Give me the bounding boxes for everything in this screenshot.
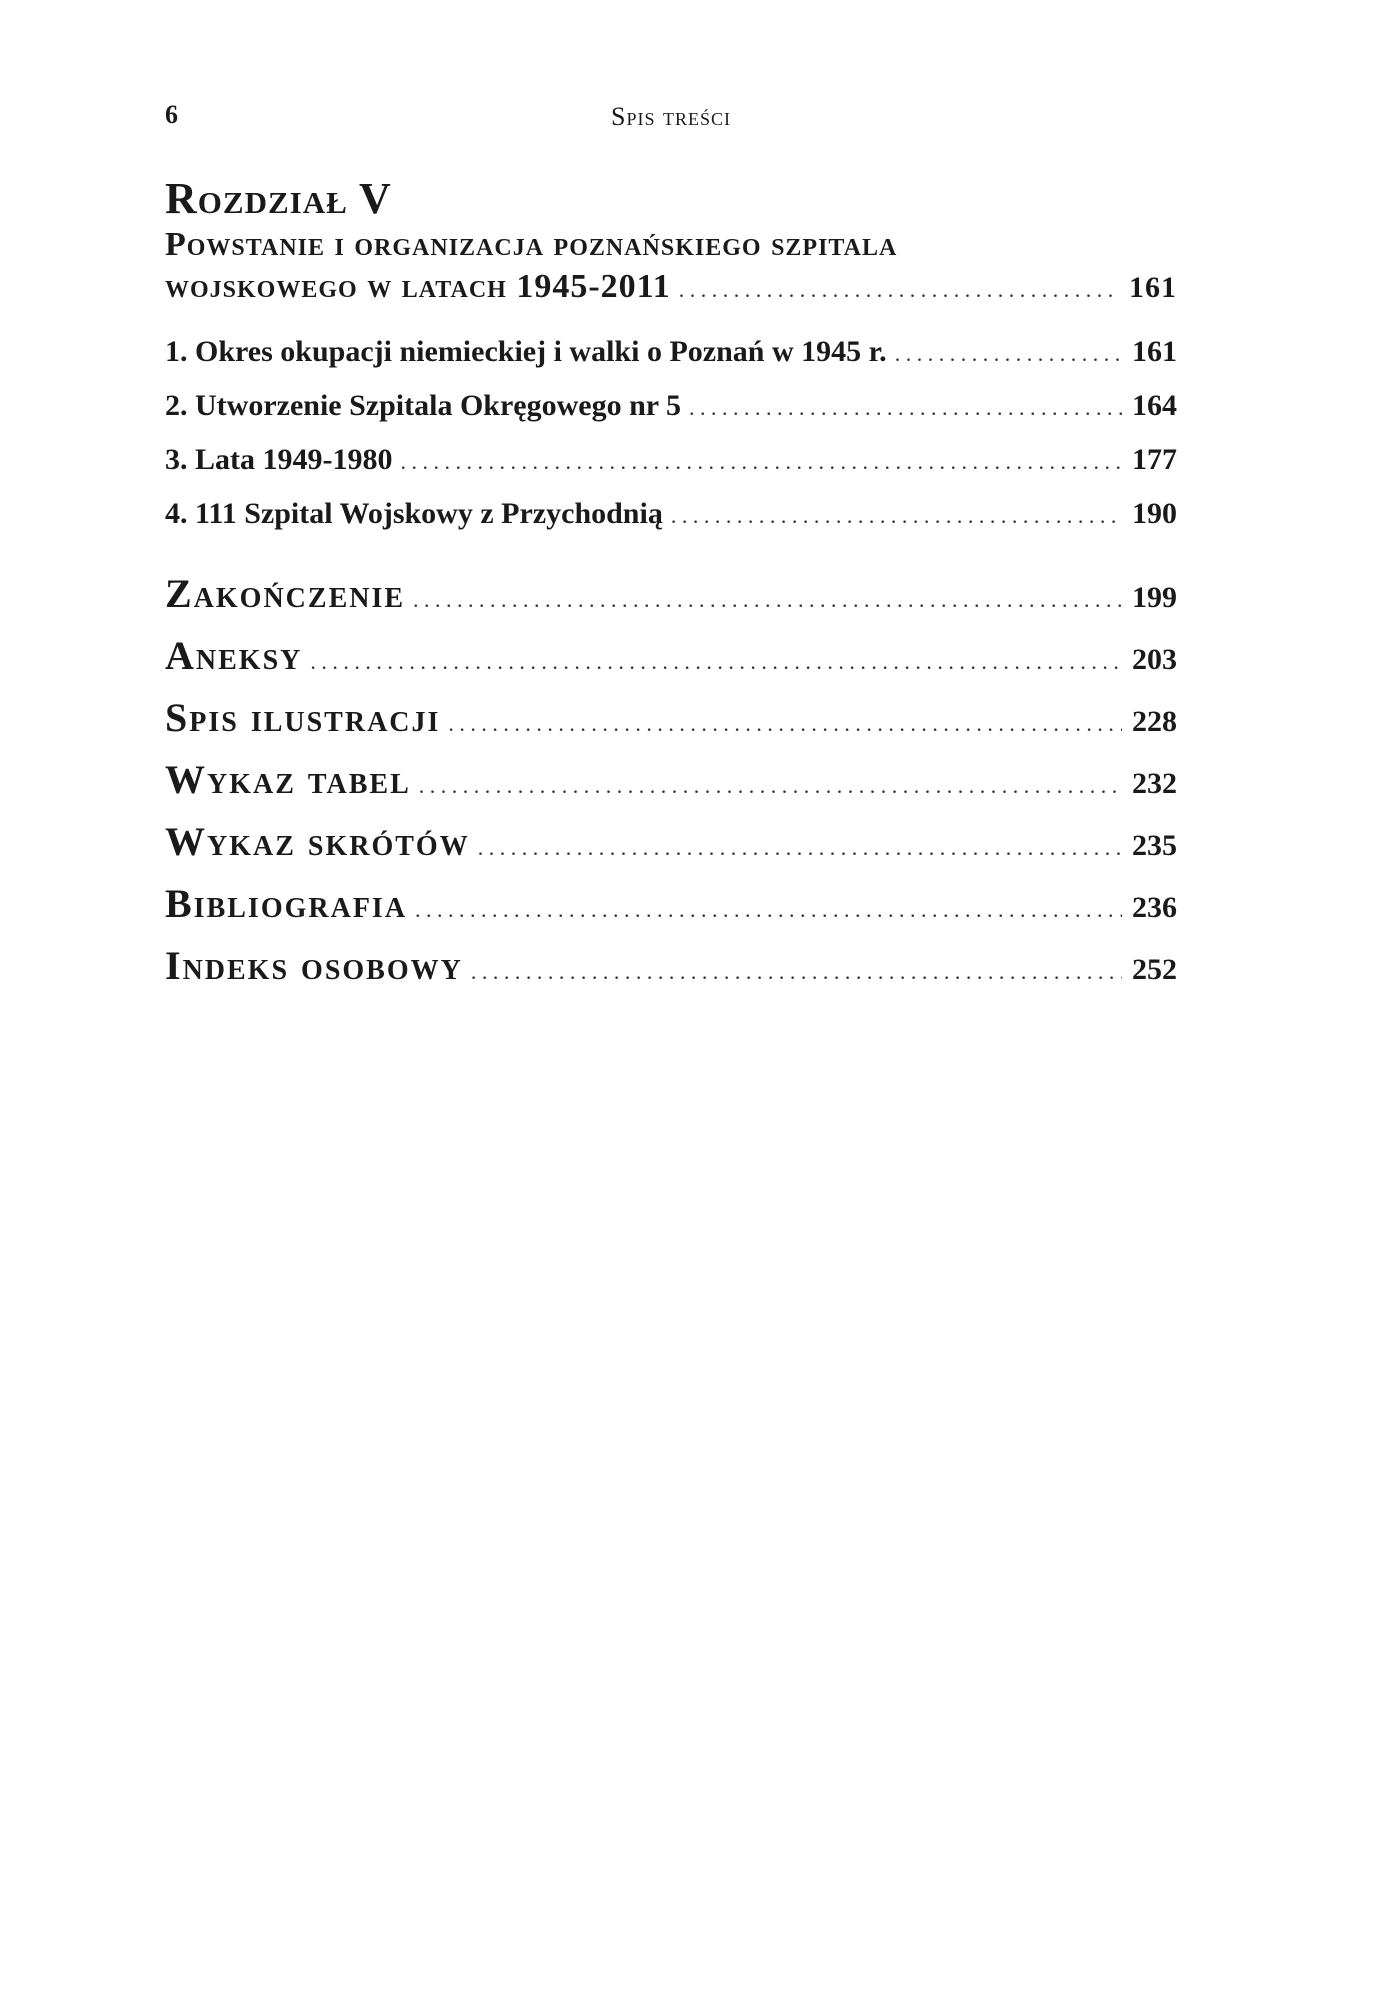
dot-leader (310, 634, 1122, 690)
toc-entry-spis-ilustracji[interactable] (165, 690, 1177, 752)
toc-section-1[interactable] (165, 326, 1177, 380)
page-ref: 235 (1132, 829, 1177, 862)
main-entries (165, 566, 1177, 1000)
dot-leader (448, 696, 1122, 752)
toc-entry-wykaz-skrotow[interactable] (165, 814, 1177, 876)
page-ref: 190 (1132, 497, 1177, 530)
dot-leader (689, 382, 1122, 434)
entry-label: Zakończenie (165, 571, 406, 616)
entry-label: Wykaz tabel (165, 757, 411, 802)
page-ref: 161 (1132, 335, 1177, 368)
chapter-title-entry[interactable] (165, 265, 1177, 312)
toc-entry-wykaz-tabel[interactable] (165, 752, 1177, 814)
page-ref: 203 (1132, 643, 1177, 676)
page-ref: 164 (1132, 389, 1177, 422)
page-ref: 199 (1132, 581, 1177, 614)
section-label: 2. Utworzenie Szpitala Okręgowego nr 5 (165, 389, 682, 422)
toc-section-4[interactable] (165, 488, 1177, 542)
toc-entry-bibliografia[interactable] (165, 876, 1177, 938)
toc-entry-aneksy[interactable] (165, 628, 1177, 690)
entry-label: Bibliografia (165, 881, 408, 926)
running-head (165, 100, 1177, 140)
running-title: Spis treści (611, 102, 731, 131)
chapter-sections (165, 326, 1177, 542)
page-ref: 232 (1132, 767, 1177, 800)
table-of-contents (165, 175, 1177, 1000)
chapter-title-line2: wojskowego w latach 1945-2011 (165, 268, 671, 305)
page-ref: 252 (1132, 953, 1177, 986)
dot-leader (415, 882, 1122, 938)
page-ref: 177 (1132, 443, 1177, 476)
chapter-label: Rozdział V (165, 174, 392, 223)
dot-leader (671, 490, 1122, 542)
dot-leader (679, 268, 1119, 312)
entry-label: Wykaz skrótów (165, 819, 470, 864)
dot-leader (478, 820, 1122, 876)
dot-leader (471, 944, 1122, 1000)
page-number: 6 (165, 100, 178, 129)
dot-leader (419, 758, 1122, 814)
section-label: 3. Lata 1949-1980 (165, 443, 393, 476)
dot-leader (401, 436, 1123, 488)
page-ref: 228 (1132, 705, 1177, 738)
chapter-title-line1: Powstanie i organizacja poznańskiego szpitala (165, 226, 898, 263)
toc-section-3[interactable] (165, 434, 1177, 488)
entry-label: Indeks osobowy (165, 943, 463, 988)
page-ref: 161 (1129, 271, 1177, 304)
toc-entry-zakonczenie[interactable] (165, 566, 1177, 628)
section-label: 1. Okres okupacji niemieckiej i walki o Poznań w 1945 r. (165, 335, 887, 368)
toc-entry-indeks-osobowy[interactable] (165, 938, 1177, 1000)
entry-label: Spis ilustracji (165, 695, 441, 740)
page-ref: 236 (1132, 891, 1177, 924)
dot-leader (895, 328, 1122, 380)
section-label: 4. 111 Szpital Wojskowy z Przychodnią (165, 497, 663, 530)
toc-section-2[interactable] (165, 380, 1177, 434)
dot-leader (413, 572, 1122, 628)
entry-label: Aneksy (165, 633, 303, 678)
